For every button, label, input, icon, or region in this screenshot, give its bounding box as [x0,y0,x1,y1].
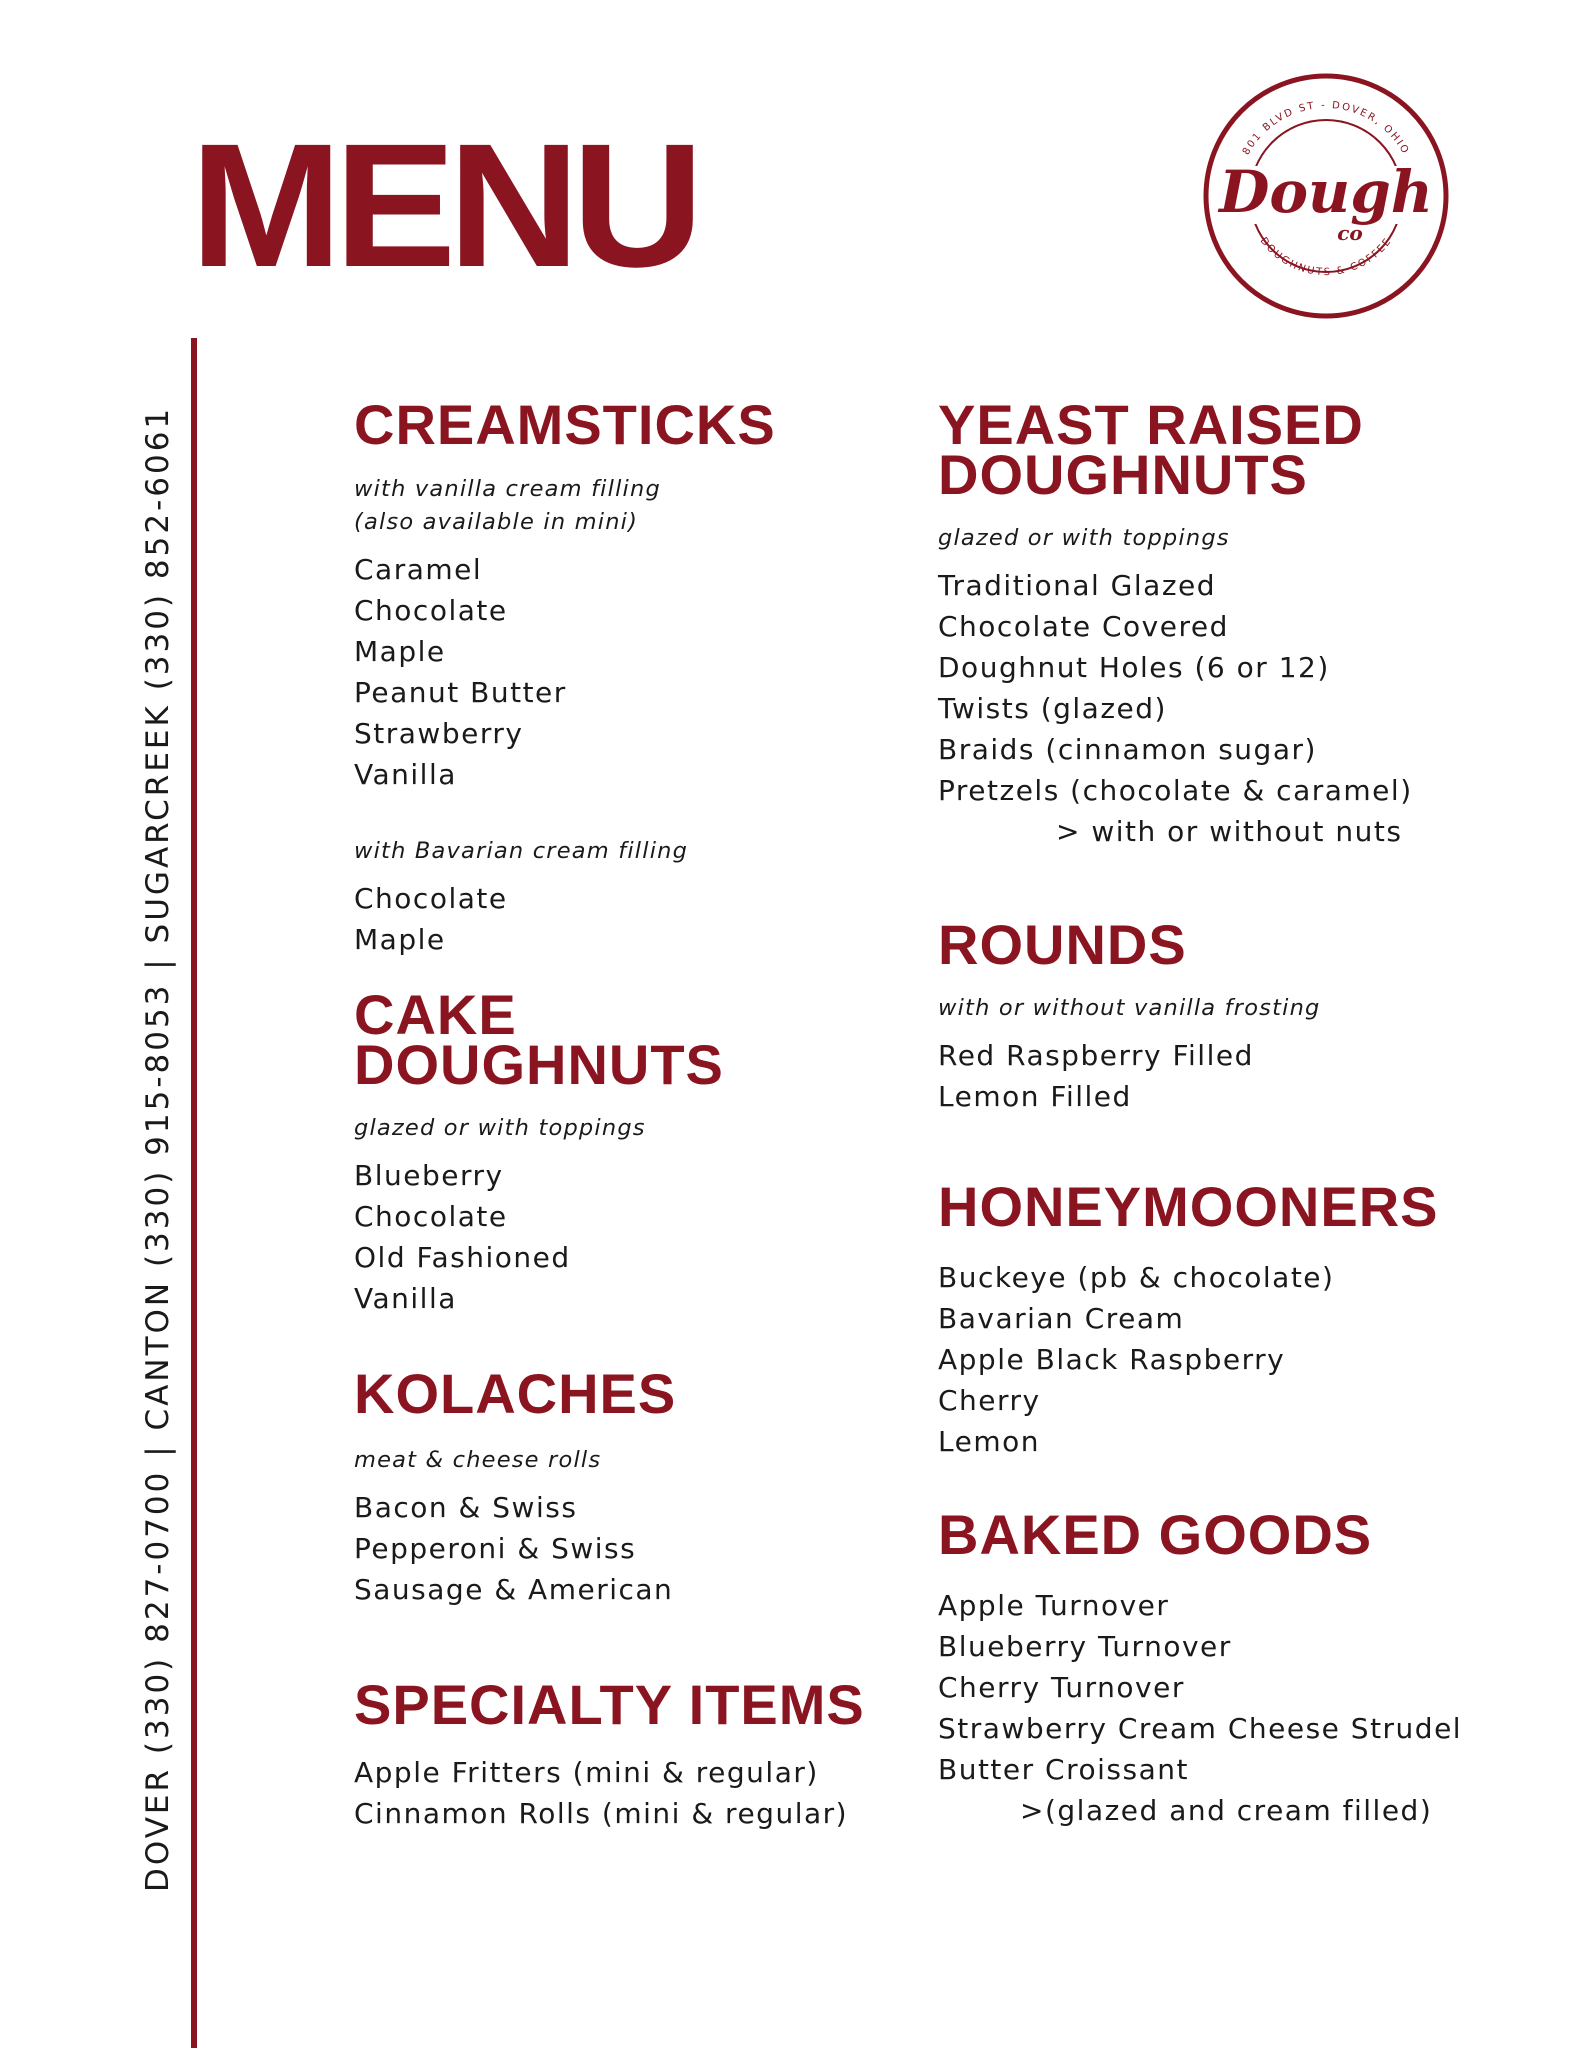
menu-item: Maple [354,635,446,668]
section-honeymooners [938,1175,1538,1462]
menu-item: Vanilla [354,758,457,791]
logo-tagline: DOUGHNUTS & COFFEE [1257,235,1395,279]
menu-item: Buckeye (pb & chocolate) [938,1261,1335,1294]
vertical-divider [191,338,197,2048]
section-heading-line: DOUGHNUTS [938,443,1308,506]
menu-item: Strawberry Cream Cheese Strudel [938,1712,1463,1745]
dough-co-logo [1200,70,1452,322]
menu-item: Pretzels (chocolate & caramel) [938,774,1413,807]
menu-item: Butter Croissant [938,1753,1189,1786]
menu-item: Sausage & American [354,1573,674,1606]
section-heading: CREAMSTICKS [354,393,776,456]
menu-item: Lemon Filled [938,1080,1132,1113]
section-heading-line: CAKE [354,983,517,1046]
menu-item: Chocolate [354,1200,508,1233]
menu-item: Bacon & Swiss [354,1491,578,1524]
menu-item: Bavarian Cream [938,1302,1185,1335]
menu-item: Apple Turnover [938,1589,1170,1622]
menu-item: Braids (cinnamon sugar) [938,733,1317,766]
section-heading: HONEYMOONERS [938,1175,1439,1238]
section-subtitle: with Bavarian cream filling [354,838,689,864]
section-heading: KOLACHES [354,1362,677,1425]
logo-brand: Dough [1219,158,1433,226]
menu-item: Strawberry [354,717,524,750]
section-baked-goods [938,1503,1538,1831]
section-subtitle: with vanilla cream filling [354,476,661,502]
menu-item: Red Raspberry Filled [938,1039,1254,1072]
section-subtitle: with or without vanilla frosting [938,995,1321,1021]
menu-item: Blueberry [354,1159,504,1192]
menu-item: Lemon [938,1425,1040,1458]
section-heading-line: DOUGHNUTS [354,1033,724,1096]
page-title: MENU [190,108,696,304]
menu-item: Vanilla [354,1282,457,1315]
section-subtitle: glazed or with toppings [938,525,1230,551]
section-heading-line: YEAST RAISED [938,393,1364,456]
menu-item: Chocolate Covered [938,610,1229,643]
section-subtitle: glazed or with toppings [354,1115,646,1141]
menu-item: Cherry [938,1384,1041,1417]
section-subtitle: (also available in mini) [354,509,639,535]
section-kolaches [354,1362,954,1610]
menu-right-column [938,393,1538,1831]
menu-item: Twists (glazed) [938,692,1167,725]
section-heading: SPECIALTY ITEMS [354,1673,865,1736]
menu-item: Maple [354,923,446,956]
menu-item: Chocolate [354,882,508,915]
menu-item: Caramel [354,553,483,586]
menu-item: Cherry Turnover [938,1671,1185,1704]
logo-suffix: co [1337,221,1363,245]
contact-phone-numbers: DOVER (330) 827-0700 | CANTON (330) 915-8053 | SUGARCREEK (330) 852-6061 [140,405,176,1892]
svg-text:DOUGHNUTS & COFFEE [1258,236,1395,279]
section-heading: BAKED GOODS [938,1503,1373,1566]
section-creamsticks [354,393,954,960]
menu-item-note: > with or without nuts [1056,815,1403,848]
menu-item: Blueberry Turnover [938,1630,1232,1663]
menu-item: Chocolate [354,594,508,627]
section-cake-doughnuts [354,983,954,1319]
menu-item-note: >(glazed and cream filled) [1020,1794,1433,1827]
menu-item: Apple Fritters (mini & regular) [354,1756,819,1789]
menu-item: Cinnamon Rolls (mini & regular) [354,1797,849,1830]
section-rounds [938,913,1538,1117]
menu-item: Traditional Glazed [938,569,1217,602]
menu-item: Pepperoni & Swiss [354,1532,637,1565]
section-heading: ROUNDS [938,913,1187,976]
menu-item: Doughnut Holes (6 or 12) [938,651,1330,684]
section-specialty-items [354,1673,954,1834]
menu-item: Peanut Butter [354,676,567,709]
section-yeast-raised [938,393,1538,852]
logo-address: 801 BLVD ST - DOVER, OHIO [1240,99,1412,158]
menu-item: Apple Black Raspberry [938,1343,1286,1376]
menu-item: Old Fashioned [354,1241,571,1274]
menu-left-column [354,393,954,1834]
section-subtitle: meat & cheese rolls [354,1447,602,1473]
